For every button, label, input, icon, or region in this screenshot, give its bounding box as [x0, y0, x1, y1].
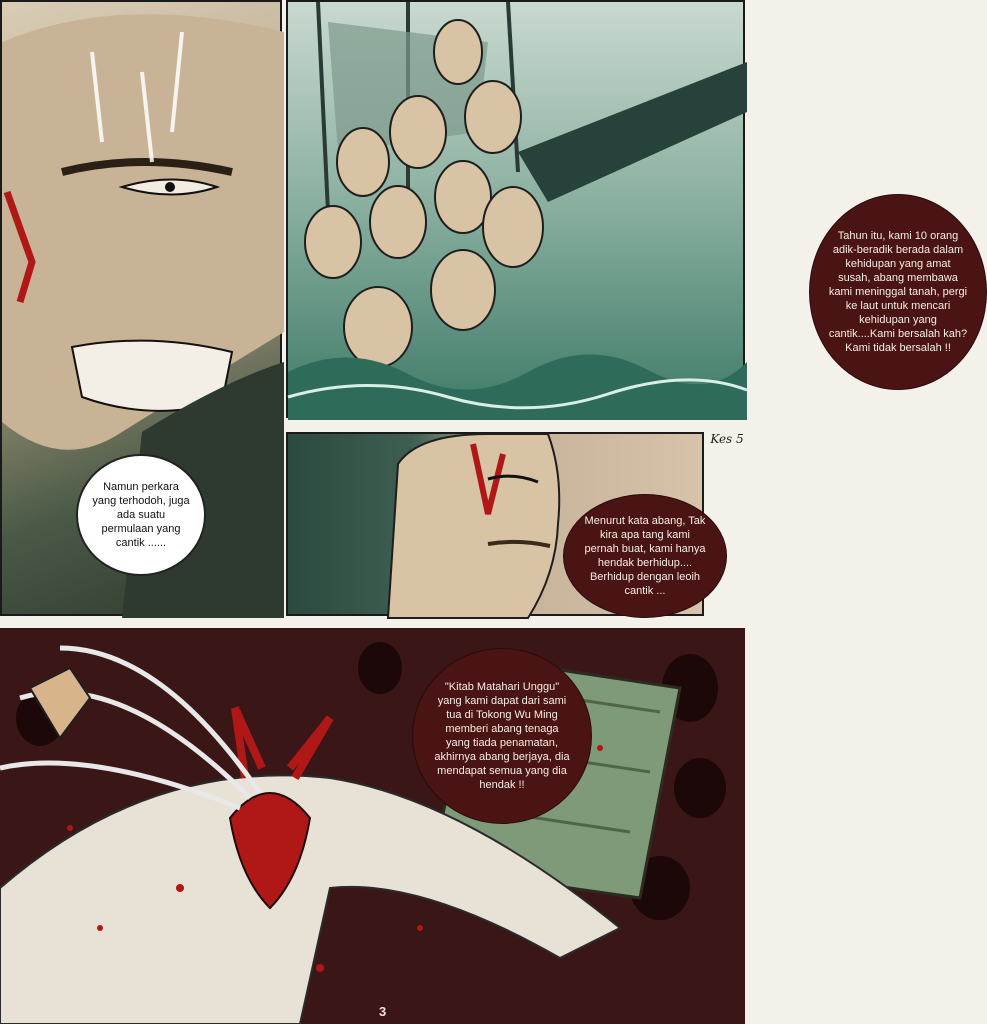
- panel-profile: [286, 432, 704, 616]
- blood-drop: [67, 825, 73, 831]
- demon-horns: [235, 708, 330, 778]
- speech-bubble-2: Tahun itu, kami 10 orang adik-beradik berada dalam kehidupan yang amat susah, abang membawa kami meninggal tanah, pergi ke laut untuk mencari kehidupan yang cantik....Kami bersalah kah? Kami tidak bersalah !!: [809, 194, 987, 390]
- panel-demon-figure: [0, 628, 745, 1024]
- speech-bubble-4: "Kitab Matahari Unggu" yang kami dapat dari sami tua di Tokong Wu Ming memberi abang tenaga yang tiada penamatan, akhirnya abang berjaya, dia mendapat semua yang dia hendak !!: [412, 648, 592, 824]
- panel-face-closeup: [0, 0, 282, 616]
- blood-drop: [176, 884, 184, 892]
- profile-head: [388, 434, 559, 618]
- brother-face: [337, 128, 389, 196]
- page-number: 3: [379, 1004, 387, 1019]
- brother-face: [344, 287, 412, 367]
- blood-drop: [97, 925, 103, 931]
- pupil: [165, 182, 175, 192]
- blood-drop: [417, 925, 423, 931]
- brothers-at-sea-art: [288, 2, 747, 420]
- brother-face: [390, 96, 446, 168]
- demon-figure-art: [0, 628, 745, 1024]
- artist-signature: Kes 5: [710, 432, 744, 446]
- blood-drop: [597, 745, 603, 751]
- skull: [358, 642, 402, 694]
- skull: [674, 758, 726, 818]
- brother-face: [370, 186, 426, 258]
- brother-face: [431, 250, 495, 330]
- speech-bubble-3: Menurut kata abang, Tak kira apa tang kami pernah buat, kami hanya hendak berhidup.... Berhidup dengan leoih cantik ...: [563, 494, 727, 618]
- panel-brothers-at-sea: [286, 0, 968, 418]
- ship-hull: [518, 62, 747, 202]
- blood-drop: [316, 964, 324, 972]
- brother-face: [483, 187, 543, 267]
- speech-bubble-1: Namun perkara yang terhodoh, juga ada suatu permulaan yang cantik ......: [76, 454, 206, 576]
- brother-face: [305, 206, 361, 278]
- sea-waves: [288, 354, 747, 420]
- brother-face: [434, 20, 482, 84]
- brother-face: [465, 81, 521, 153]
